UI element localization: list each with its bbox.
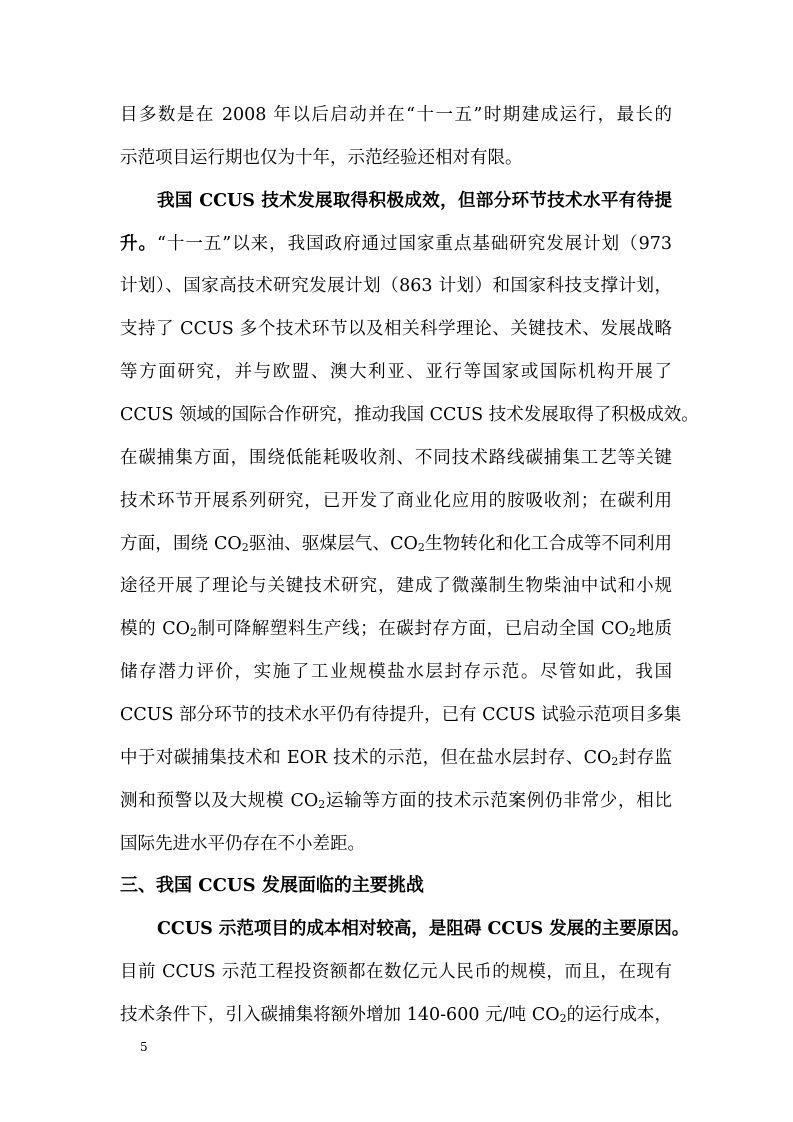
text-line: 目前 CCUS 示范工程投资额都在数亿元人民币的规模，而且，在现有 (120, 962, 672, 982)
page-number: 5 (140, 1040, 148, 1054)
text-line (120, 1000, 672, 1030)
text-line: 等方面研究，并与欧盟、澳大利亚、亚行等国家或国际机构开展了 (120, 362, 672, 382)
text-span: 技术条件下，引入碳捕集将额外增加 140-600 元/吨 CO (120, 1005, 560, 1025)
text-line (120, 743, 672, 773)
text-span: 运输等方面的技术示范案例仍非常少，相比 (325, 791, 672, 811)
text-line (120, 786, 672, 816)
text-span: 测和预警以及大规模 CO (120, 791, 319, 811)
text-line: 计划）、国家高技术研究发展计划（863 计划）和国家科技支撑计划， (120, 276, 672, 296)
subscript: 2 (190, 626, 197, 639)
subscript: 2 (628, 626, 636, 639)
paragraph-lead-bold: CCUS 示范项目的成本相对较高，是阻碍 CCUS 发展的主要原因。 (157, 919, 690, 939)
paragraph-lead-bold: 我国 CCUS 技术发展取得积极成效，但部分环节技术水平有待提 (157, 191, 672, 211)
text-line: CCUS 领域的国际合作研究，推动我国 CCUS 技术发展取得了积极成效。 (120, 405, 699, 425)
text-line: 支持了 CCUS 多个技术环节以及相关科学理论、关键技术、发展战略 (120, 319, 672, 339)
subscript: 2 (559, 1012, 567, 1025)
text-span: 封存监 (618, 748, 672, 768)
text-span: 的运行成本， (566, 1005, 672, 1025)
text-span: 制可降解塑料生产线；在碳封存方面，已启动全国 CO (197, 619, 629, 639)
text-line (120, 614, 672, 644)
subscript: 2 (417, 541, 425, 554)
subscript: 2 (318, 798, 326, 811)
text-line: 途径开展了理论与关键技术研究，建成了微藻制生物柴油中试和小规 (120, 576, 672, 596)
text-line: 目多数是在 2008 年以后启动并在“十一五”时期建成运行，最长的 (120, 105, 672, 125)
text-line: 示范项目运行期也仅为十年，示范经验还相对有限。 (120, 148, 523, 168)
subscript: 2 (241, 541, 249, 554)
text-span: 驱油、驱煤层气、CO (248, 534, 418, 554)
subscript: 2 (611, 755, 619, 768)
bold-text: 升。 (120, 234, 157, 254)
text-span: 方面，围绕 CO (120, 534, 242, 554)
section-heading: 三、我国 CCUS 发展面临的主要挑战 (120, 875, 424, 896)
text-span: 中于对碳捕集技术和 EOR 技术的示范，但在盐水层封存、CO (120, 748, 612, 768)
text-span: “十一五”以来，我国政府通过国家重点基础研究发展计划（973 (156, 234, 673, 254)
text-line: 储存潜力评价，实施了工业规模盐水层封存示范。尽管如此，我国 (120, 662, 672, 682)
text-line: 国际先进水平仍存在不小差距。 (120, 834, 365, 854)
text-line (120, 229, 672, 259)
text-line: 在碳捕集方面，围绕低能耗吸收剂、不同技术路线碳捕集工艺等关键 (120, 448, 672, 468)
text-span: 生物转化和化工合成等不同利用 (424, 534, 672, 554)
text-line: CCUS 部分环节的技术水平仍有待提升，已有 CCUS 试验示范项目多集 (120, 705, 682, 725)
text-span: 地质 (635, 619, 672, 639)
text-line (120, 529, 672, 559)
text-line: 技术环节开展系列研究，已开发了商业化应用的胺吸收剂；在碳利用 (120, 491, 672, 511)
text-span: 模的 CO (120, 619, 190, 639)
